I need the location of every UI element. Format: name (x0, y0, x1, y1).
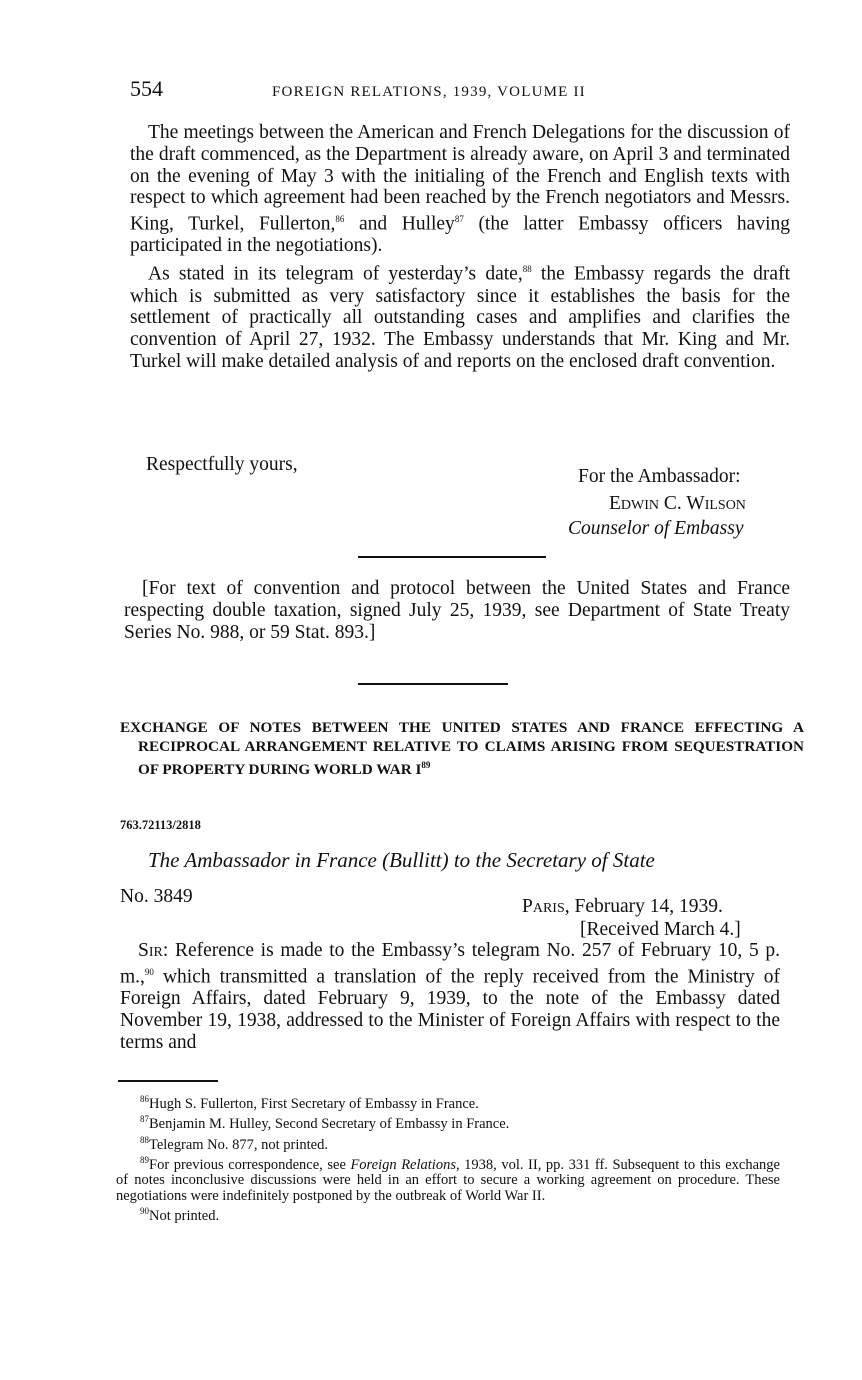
dateline: Paris, February 14, 1939. (522, 896, 723, 917)
running-title: FOREIGN RELATIONS, 1939, VOLUME II (272, 84, 586, 100)
footnote-ref: 90 (144, 966, 154, 977)
footnote: $^{90}$Not printed. (140, 1206, 220, 1225)
for-line: For the Ambassador: (578, 466, 741, 487)
footnote: $^{87}$Benjamin M. Hulley, Second Secretary of Embassy in France. (140, 1114, 510, 1133)
signer-title: Counselor of Embassy (568, 518, 744, 539)
document-number: No. 3849 (120, 886, 193, 907)
footnote-rule (118, 1080, 218, 1082)
paragraph: As stated in its telegram of yesterday’s date,$^{88}$ the Embassy regards the draft which is submitted as very satisfactory since it establishes the basis for the settlement of practically all outstanding cases and amplifies and clarifies the convention of April 27, 1932. The Embassy understands that Mr. King and Mr. Turkel will make detailed analysis of and reports on the enclosed draft convention. (130, 263, 790, 372)
file-number: 763.72113/2818 (120, 818, 201, 832)
section-divider (358, 683, 508, 685)
section-heading: EXCHANGE OF NOTES BETWEEN THE UNITED STATES AND FRANCE EFFECTING A RECIPROCAL ARRANGEMENT RELATIVE TO CLAIMS ARISING FROM SEQUESTRATION OF PROPERTY DURING WORLD WAR $I^{89}$ (120, 719, 804, 779)
letter-body (120, 940, 780, 1053)
footnote: $^{88}$Telegram No. 877, not printed. (140, 1134, 328, 1153)
page-header (130, 74, 790, 108)
footnote-ref: 86 (335, 214, 345, 225)
paragraph: The meetings between the American and French Delegations for the discussion of the draft commenced, as the Department is already aware, on April 3 and terminated on the evening of May 3 with the initialing of the French and English texts with respect to which agreement had been reached by the French negotiators and Messrs. King, Turkel, Fullerton,$^{86}$ and Hulley$^{87}$ (the latter Embassy officers having participated in the negotiations). (130, 122, 790, 257)
editorial-note: [For text of convention and protocol between the United States and France respecting double taxation, signed July 25, 1939, see Department of State Treaty Series No. 988, or 59 Stat. 893.] (124, 578, 790, 643)
letter-continuation (130, 122, 790, 373)
signer-name: Edwin C. Wilson (609, 493, 746, 514)
footnote-ref: 89 (421, 760, 431, 770)
closing: Respectfully yours, (146, 454, 298, 475)
page-number: 554 (130, 76, 163, 101)
footnotes (116, 1092, 780, 1225)
received-date: [Received March 4.] (580, 919, 741, 940)
footnote-ref: 88 (522, 264, 532, 275)
footnote: $^{89}$For previous correspondence, see Foreign Relations, 1938, vol. II, pp. 331 ff. Subsequent to this exchange of notes inconclusive discussions were held in an effort to secure a working agreement on procedure. These negotiations were indefinitely postponed by the outbreak of World War II. (116, 1154, 780, 1204)
footnote-ref: 87 (454, 214, 464, 225)
document-title: The Ambassador in France (Bullitt) to the Secretary of State (148, 848, 655, 872)
footnote: $^{86}$Hugh S. Fullerton, First Secretary of Embassy in France. (140, 1094, 479, 1112)
paragraph: Sir: Reference is made to the Embassy’s telegram No. 257 of February 10, 5 p. m.,$^{90}$ which transmitted a translation of the reply received from the Ministry of Foreign Affairs, dated February 9, 1939, to the note of the Embassy dated November 19, 1938, addressed to the Minister of Foreign Affairs with respect to the terms and (120, 940, 780, 1053)
section-divider (358, 556, 546, 558)
